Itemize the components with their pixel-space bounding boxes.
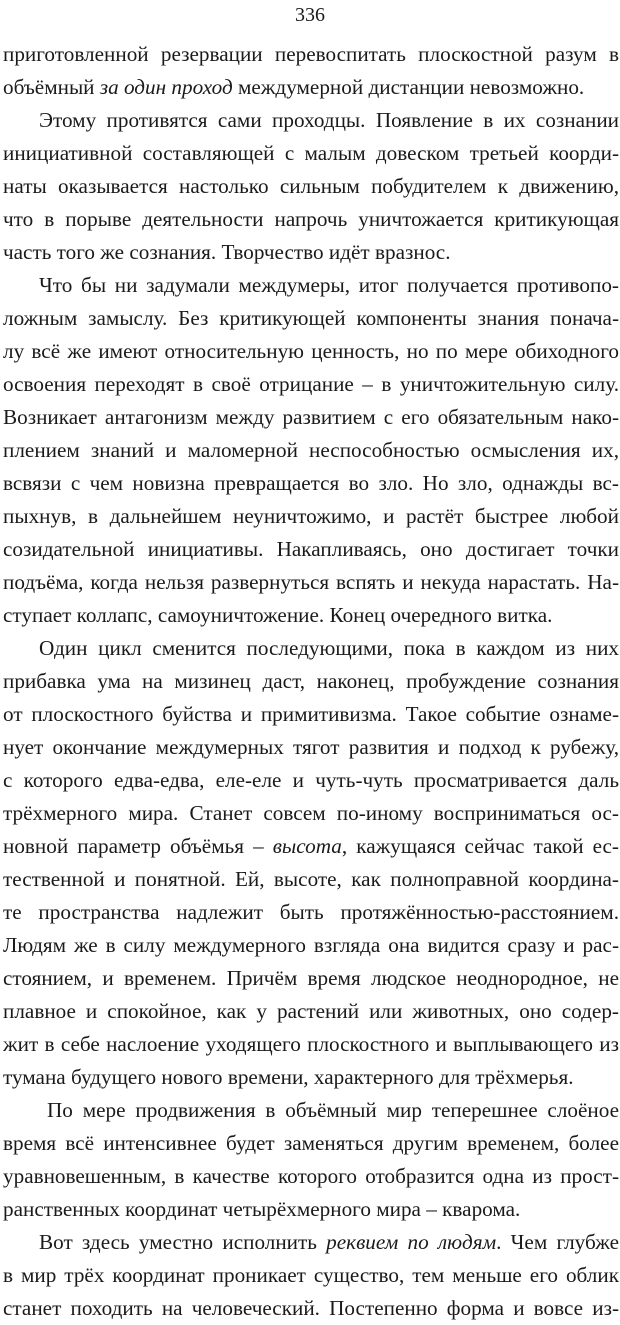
- text-line: уравновешенным, в качестве которого отобразится одна из прост-: [3, 1164, 619, 1188]
- text-line: часть того же сознания. Творчество идёт вразнос.: [3, 240, 451, 264]
- text-line: жит в себе наслоение уходящего плоскостного и выплывающего из: [3, 1032, 619, 1056]
- text-line: ступает коллапс, самоуничтожение. Конец очередного витка.: [3, 603, 553, 627]
- text-line: стоянием, и временем. Причём время людское неоднородное, не: [3, 966, 619, 990]
- text-line: наты оказывается настолько сильным побудителем к движению,: [3, 174, 619, 198]
- text-line: Возникает антагонизм между развитием с его обязательным нако-: [3, 405, 619, 429]
- text-line: что в порыве деятельности напрочь уничтожается критикующая: [3, 207, 619, 231]
- text-line: приготовленной резервации перевоспитать плоскостной разум в: [3, 42, 619, 66]
- paragraph-first-line: Что бы ни задумали междумеры, итог получается противопо-: [39, 273, 619, 297]
- text-line: плавное и спокойное, как у растений или животных, оно содер-: [3, 999, 619, 1023]
- paragraph-first-line: Вот здесь уместно исполнить реквием по людям. Чем глубже: [39, 1230, 619, 1254]
- text-line: станет походить на человеческий. Постепенно форма и вовсе из-: [3, 1296, 619, 1320]
- text-line: всвязи с чем новизна превращается во зло. Но зло, однажды вс-: [3, 471, 619, 495]
- text-line: плением знаний и маломерной неспособностью осмысления их,: [3, 438, 619, 462]
- paragraph-first-line: По мере продвижения в объёмный мир теперешнее слоёное: [47, 1098, 619, 1122]
- text-line: новной параметр объёмья – высота, кажущаяся сейчас такой ес-: [3, 834, 619, 858]
- text-line: трёхмерного мира. Станет совсем по-иному восприниматься ос-: [3, 801, 619, 825]
- text-line: от плоскостного буйства и примитивизма. Такое событие ознаме-: [3, 702, 619, 726]
- paragraph-first-line: Один цикл сменится последующими, пока в каждом из них: [39, 636, 619, 660]
- text-line: время всё интенсивнее будет заменяться другим временем, более: [3, 1131, 619, 1155]
- text-line: тественной и понятной. Ей, высоте, как полноправной координа-: [3, 867, 619, 891]
- text-line: подъёма, когда нельзя развернуться вспять и некуда нарастать. На-: [3, 570, 619, 594]
- text-line: объёмный за один проход междумерной дистанции невозможно.: [3, 75, 585, 99]
- italic-phrase: высота: [272, 834, 342, 858]
- text-line: лу всё же имеют относительную ценность, но по мере обиходного: [3, 339, 619, 363]
- text-line: тумана будущего нового времени, характерного для трёхмерья.: [3, 1065, 574, 1089]
- text-line: с которого едва-едва, еле-еле и чуть-чуть просматривается даль: [3, 768, 619, 792]
- text-line: освоения переходят в своё отрицание – в уничтожительную силу.: [3, 372, 619, 396]
- paragraph-first-line: Этому противятся сами проходцы. Появление в их сознании: [39, 108, 619, 132]
- text-line: нует окончание междумерных тягот развития и подход к рубежу,: [3, 735, 619, 759]
- text-line: созидательной инициативы. Накапливаясь, оно достигает точки: [3, 537, 619, 561]
- body-text: [3, 38, 619, 1325]
- text-line: инициативной составляющей с малым довеском третьей коорди-: [3, 141, 619, 165]
- text-line: Людям же в силу междумерного взгляда она видится сразу и рас-: [3, 933, 619, 957]
- text-line: в мир трёх координат проникает существо, тем меньше его облик: [3, 1263, 619, 1287]
- text-line: ранственных координат четырёхмерного мира – кварома.: [3, 1197, 521, 1221]
- text-line: пыхнув, в дальнейшем неуничтожимо, и растёт быстрее любой: [3, 504, 619, 528]
- italic-phrase: реквием по людям: [326, 1230, 497, 1254]
- text-line: прибавка ума на мизинец даст, наконец, пробуждение сознания: [3, 669, 619, 693]
- italic-phrase: за один проход: [99, 75, 233, 99]
- text-line: ложным замыслу. Без критикующей компоненты знания понача-: [3, 306, 619, 330]
- text-line: те пространства надлежит быть протяжённостью-расстоянием.: [3, 900, 619, 924]
- page-number: 336: [295, 4, 325, 26]
